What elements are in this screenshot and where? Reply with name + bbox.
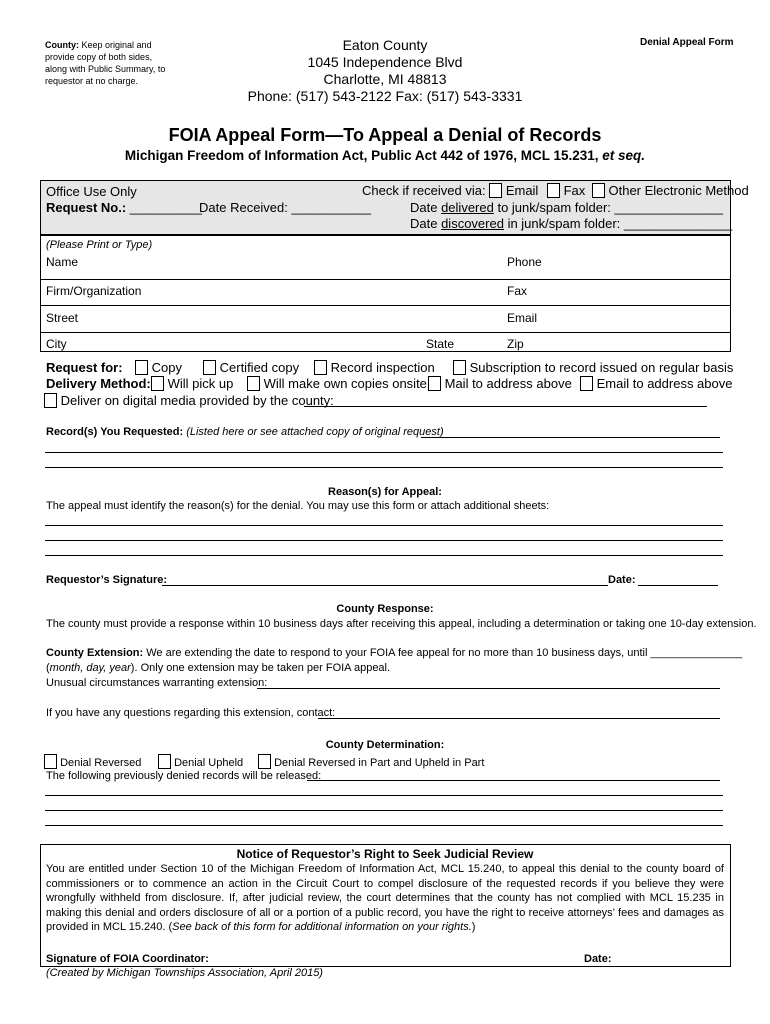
date-delivered-u: delivered xyxy=(441,200,494,215)
divider xyxy=(40,305,731,306)
divider xyxy=(40,332,731,333)
page-title: FOIA Appeal Form—To Appeal a Denial of Records xyxy=(168,125,602,145)
date-discovered-u: discovered xyxy=(441,216,504,231)
office-use-heading: Office Use Only xyxy=(46,184,137,199)
date-delivered-row xyxy=(410,200,723,215)
extension-row xyxy=(46,647,742,659)
county-response-heading: County Response: xyxy=(336,603,434,615)
records-line[interactable] xyxy=(45,452,723,453)
determination-upheld-label: Denial Upheld xyxy=(174,757,244,769)
delivery-email-label: Email to address above xyxy=(596,376,733,391)
determination-partial-label: Denial Reversed in Part and Upheld in Part xyxy=(274,757,485,769)
delivery-digital-label: Deliver on digital media provided by the county: xyxy=(60,393,334,408)
coordinator-signature-label: Signature of FOIA Coordinator: xyxy=(46,953,209,965)
form-name: Denial Appeal Form xyxy=(640,37,734,48)
delivery-digital-checkbox[interactable] xyxy=(44,393,57,408)
via-fax-label: Fax xyxy=(563,183,586,198)
records-line[interactable] xyxy=(421,437,720,438)
address-line-3: Charlotte, MI 48813 xyxy=(323,71,447,87)
request-subscription-checkbox[interactable] xyxy=(453,360,466,375)
via-email-checkbox[interactable] xyxy=(489,183,502,198)
delivery-pickup-checkbox[interactable] xyxy=(151,376,164,391)
city-field[interactable]: City xyxy=(46,337,67,351)
request-inspection-label: Record inspection xyxy=(330,360,435,375)
extension-until-field[interactable]: _______________ xyxy=(650,647,743,659)
date-delivered-post: to junk/spam folder: xyxy=(493,200,615,215)
request-no-field[interactable]: __________ xyxy=(129,200,203,215)
subtitle-italic: et seq. xyxy=(602,148,646,163)
firm-field[interactable]: Firm/Organization xyxy=(46,284,142,298)
extension-mdy: month, day, year xyxy=(49,662,131,674)
extension-paren: ( xyxy=(46,662,50,674)
released-records-line[interactable] xyxy=(45,825,723,826)
date-received xyxy=(199,200,371,215)
notice-body-text: You are entitled under Section 10 of the Michigan Freedom of Information Act, MCL 15.240, to appeal this denial to the county board of commissioners or to commence an action in the Circuit Court to compel disclosure of the requested records if you believe they were wrongfully withheld from disclosure. If, after judicial review, the court determines that the county has not complied with MCL 15.235 in making this denial and orders disclosure of all or a portion of a public record, you have the right to receive attorneys’ fees and damages as provided in MCL 15.240. ( xyxy=(46,863,724,933)
extension-contact-label: If you have any questions regarding this extension, contact: xyxy=(46,707,336,719)
via-fax-checkbox[interactable] xyxy=(547,183,560,198)
date-discovered-row xyxy=(410,216,732,231)
determination-partial-option[interactable] xyxy=(258,754,484,769)
delivery-email-option[interactable] xyxy=(580,376,732,391)
county-address xyxy=(235,37,535,105)
released-records-line[interactable] xyxy=(307,780,720,781)
via-email-label: Email xyxy=(505,183,539,198)
received-via-label: Check if received via: xyxy=(362,183,486,198)
requestor-signature-label: Requestor’s Signature: xyxy=(46,574,168,586)
request-subscription-label: Subscription to record issued on regular basis xyxy=(469,360,734,375)
determination-reversed-label: Denial Reversed xyxy=(60,757,142,769)
via-other-label: Other Electronic Method xyxy=(608,183,749,198)
extension-contact-line[interactable] xyxy=(318,718,720,719)
records-note: (Listed here or see attached copy of original request) xyxy=(186,426,444,438)
county-response-text: The county must provide a response within 10 business days after receiving this appeal, including a determination or taking one 10-day extension. xyxy=(46,618,757,630)
signature-date-label: Date: xyxy=(608,574,636,586)
request-no xyxy=(46,200,202,215)
divider xyxy=(40,279,731,280)
notice-body-end: ) xyxy=(471,921,476,933)
extension-label: County Extension: xyxy=(46,647,144,659)
date-discovered-field[interactable]: _______________ xyxy=(623,216,733,231)
request-for-label: Request for: xyxy=(46,360,123,375)
delivery-copies-checkbox[interactable] xyxy=(247,376,260,391)
request-certified-label: Certified copy xyxy=(219,360,300,375)
state-field[interactable]: State xyxy=(426,337,455,351)
delivery-pickup-label: Will pick up xyxy=(167,376,234,391)
delivery-mail-checkbox[interactable] xyxy=(428,376,441,391)
reasons-text: The appeal must identify the reason(s) for the denial. You may use this form or attach additional sheets: xyxy=(46,500,550,512)
notice-heading: Notice of Requestor’s Right to Seek Judicial Review xyxy=(236,847,534,861)
request-certified-checkbox[interactable] xyxy=(203,360,216,375)
request-certified-option[interactable] xyxy=(203,360,299,375)
delivery-method-label: Delivery Method: xyxy=(46,376,151,391)
name-field[interactable]: Name xyxy=(46,255,79,269)
records-line[interactable] xyxy=(45,467,723,468)
phone-field[interactable]: Phone xyxy=(507,255,542,269)
determination-heading: County Determination: xyxy=(325,739,445,751)
unusual-circumstances-line[interactable] xyxy=(257,688,720,689)
delivery-email-checkbox[interactable] xyxy=(580,376,593,391)
reasons-line[interactable] xyxy=(45,540,723,541)
reasons-heading: Reason(s) for Appeal: xyxy=(328,486,442,498)
request-no-label: Request No.: xyxy=(46,200,130,215)
delivery-copies-label: Will make own copies onsite xyxy=(263,376,427,391)
subtitle-main: Michigan Freedom of Information Act, Public Act 442 of 1976, MCL 15.231, xyxy=(124,148,603,163)
determination-reversed-option[interactable] xyxy=(44,754,141,769)
fax-field[interactable]: Fax xyxy=(507,284,528,298)
notice-body xyxy=(46,862,724,935)
request-copy-option[interactable] xyxy=(135,360,182,375)
requestor-signature-line[interactable] xyxy=(162,585,608,586)
address-line-4: Phone: (517) 543-2122 Fax: (517) 543-3331 xyxy=(247,88,523,104)
reasons-line[interactable] xyxy=(45,555,723,556)
request-subscription-option[interactable] xyxy=(453,360,733,375)
coordinator-date-label: Date: xyxy=(584,953,612,965)
records-requested-row xyxy=(46,426,444,438)
street-field[interactable]: Street xyxy=(46,311,79,325)
email-field[interactable]: Email xyxy=(507,311,538,325)
via-other-checkbox[interactable] xyxy=(592,183,605,198)
date-discovered-pre: Date xyxy=(410,216,442,231)
address-line-2: 1045 Independence Blvd xyxy=(307,54,463,70)
notice-body-italic: See back of this form for additional information on your rights. xyxy=(172,921,472,933)
credit-line: (Created by Michigan Townships Association, April 2015) xyxy=(46,967,323,979)
date-received-label: Date Received: xyxy=(199,200,292,215)
determination-reversed-checkbox[interactable] xyxy=(44,754,57,769)
request-inspection-checkbox[interactable] xyxy=(314,360,327,375)
released-records-label: The following previously denied records will be released: xyxy=(46,770,322,782)
date-received-field[interactable]: ___________ xyxy=(291,200,372,215)
address-line-1: Eaton County xyxy=(342,37,428,53)
extension-text-2: ). Only one extension may be taken per FOIA appeal. xyxy=(130,662,391,674)
delivery-copies-option[interactable] xyxy=(247,376,427,391)
print-note: (Please Print or Type) xyxy=(46,239,153,251)
released-records-line[interactable] xyxy=(45,795,723,796)
digital-media-line[interactable] xyxy=(304,406,707,407)
date-delivered-pre: Date xyxy=(410,200,442,215)
request-inspection-option[interactable] xyxy=(314,360,435,375)
determination-partial-checkbox[interactable] xyxy=(258,754,271,769)
date-discovered-post: in junk/spam folder: xyxy=(503,216,624,231)
delivery-pickup-option[interactable] xyxy=(151,376,233,391)
county-label: County: xyxy=(45,40,79,50)
received-via-row xyxy=(362,183,749,198)
date-delivered-field[interactable]: _______________ xyxy=(614,200,723,215)
delivery-digital-option[interactable] xyxy=(44,393,334,408)
request-for-row xyxy=(46,360,123,375)
signature-date-line[interactable] xyxy=(638,585,718,586)
released-records-line[interactable] xyxy=(45,810,723,811)
page-subtitle xyxy=(0,148,770,163)
county-note xyxy=(45,39,175,87)
zip-field[interactable]: Zip xyxy=(507,337,524,351)
reasons-line[interactable] xyxy=(45,525,723,526)
delivery-mail-option[interactable] xyxy=(428,376,572,391)
requester-info-box xyxy=(40,235,731,352)
extension-text: We are extending the date to respond to your FOIA fee appeal for no more than 10 business days, until xyxy=(143,647,651,659)
request-copy-label: Copy xyxy=(151,360,182,375)
delivery-mail-label: Mail to address above xyxy=(444,376,572,391)
extension-row-2 xyxy=(46,662,390,674)
unusual-circumstances-label: Unusual circumstances warranting extension: xyxy=(46,677,268,689)
determination-upheld-option[interactable] xyxy=(158,754,243,769)
request-copy-checkbox[interactable] xyxy=(135,360,148,375)
county-note-text: Keep original and provide copy of both sides, along with Public Summary, to requestor at no charge. xyxy=(45,40,166,86)
records-label: Record(s) You Requested: xyxy=(46,426,184,438)
determination-upheld-checkbox[interactable] xyxy=(158,754,171,769)
